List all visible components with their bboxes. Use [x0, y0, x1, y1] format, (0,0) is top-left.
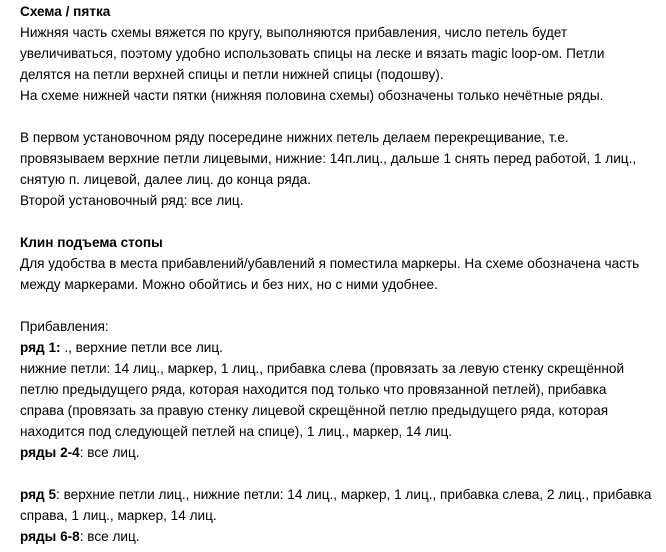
- paragraph-line: снятую п. лицевой, далее лиц. до конца ряда.: [20, 172, 312, 187]
- paragraph-line: между маркерами. Можно обойтись и без них, но с ними удобнее.: [20, 277, 438, 292]
- paragraph-spacer: [20, 211, 660, 232]
- rows-6-8-text: : все лиц.: [79, 529, 140, 544]
- paragraph-line: нижние петли: 14 лиц., маркер, 1 лиц., прибавка слева (провязать за левую стенку скрещённой: [20, 361, 625, 376]
- paragraph-line: На схеме нижней части пятки (нижняя половина схемы) обозначены только нечётные ряды.: [20, 88, 604, 103]
- document-body: [20, 1, 660, 547]
- section-title-heel: Схема / пятка: [20, 4, 111, 19]
- paragraph-spacer: [20, 295, 660, 316]
- rows-6-8-line: [20, 526, 660, 547]
- paragraph-line: увеличиваться, поэтому удобно использовать спицы на леске и вязать magic loop-ом. Петли: [20, 46, 605, 61]
- paragraph-line: петлю предыдущего ряда, которая находится под только что провязанной петлей), прибавка: [20, 382, 607, 397]
- paragraph-line: справа (провязать за правую стенку лицевой скрещённой петлю предыдущего ряда, которая: [20, 403, 609, 418]
- paragraph-spacer: [20, 106, 660, 127]
- paragraph-line: находится под следующей петлей на спице), 1 лиц., маркер, 14 лиц.: [20, 424, 453, 439]
- increases-heading: Прибавления:: [20, 319, 109, 334]
- paragraph-line: Второй установочный ряд: все лиц.: [20, 193, 244, 208]
- paragraph-line: делятся на петли верхней спицы и петли нижней спицы (подошву).: [20, 67, 444, 82]
- row-5-label: ряд 5: [20, 487, 57, 502]
- row-1-text: ., верхние петли все лиц.: [60, 340, 223, 355]
- paragraph-line: справа, 1 лиц., маркер, 14 лиц.: [20, 508, 217, 523]
- row-5-text: : верхние петли лиц., нижние петли: 14 лиц., маркер, 1 лиц., прибавка слева, 2 лиц., прибавка: [56, 487, 652, 502]
- row-5-line: [20, 484, 660, 505]
- rows-2-4-label: ряды 2-4: [20, 445, 80, 460]
- section-title-instep-gusset: Клин подъема стопы: [20, 235, 163, 250]
- rows-6-8-label: ряды 6-8: [20, 529, 80, 544]
- paragraph-line: Для удобства в места прибавлений/убавлений я поместила маркеры. На схеме обозначена часть: [20, 256, 640, 271]
- paragraph-line: В первом установочном ряду посередине нижних петель делаем перекрещивание, т.е.: [20, 130, 569, 145]
- rows-2-4-text: : все лиц.: [79, 445, 140, 460]
- paragraph-line: провязываем верхние петли лицевыми, нижние: 14п.лиц., дальше 1 снять перед работой, 1 лиц.,: [20, 151, 637, 166]
- row-1-line: [20, 337, 660, 358]
- paragraph-line: Нижняя часть схемы вяжется по кругу, выполняются прибавления, число петель будет: [20, 25, 568, 40]
- row-1-label: ряд 1:: [20, 340, 61, 355]
- paragraph-spacer: [20, 463, 660, 484]
- rows-2-4-line: [20, 442, 660, 463]
